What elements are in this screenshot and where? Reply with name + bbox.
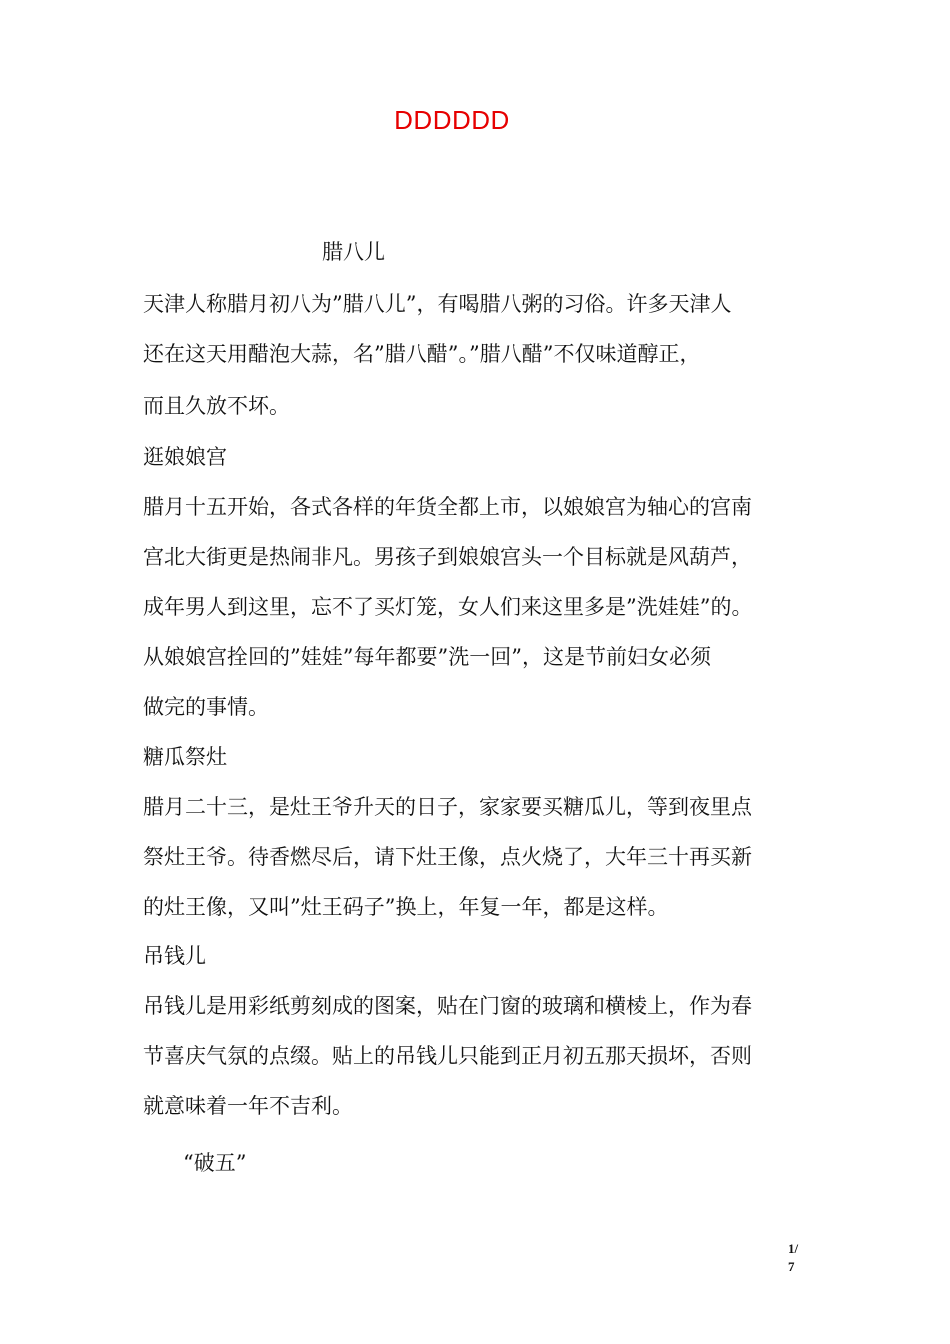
paragraph-line: 而且久放不坏。 [143,394,290,418]
page-number [788,1240,808,1276]
document-title: DDDDDD [394,105,510,135]
paragraph-line: 从娘娘宫拴回的”娃娃”每年都要”洗一回”，这是节前妇女必须 [143,645,711,669]
paragraph-line: 成年男人到这里，忘不了买灯笼，女人们来这里多是”洗娃娃”的。 [143,595,753,619]
section-heading: 腊八儿 [322,240,385,264]
page-number-total: 7 [788,1259,795,1274]
section-heading: 逛娘娘宫 [143,445,227,469]
paragraph-line: 节喜庆气氛的点缀。贴上的吊钱儿只能到正月初五那天损坏，否则 [143,1044,752,1068]
paragraph-line: 腊月十五开始，各式各样的年货全都上市，以娘娘宫为轴心的宫南 [143,495,752,519]
paragraph-line: 的灶王像，又叫”灶王码子”换上，年复一年，都是这样。 [143,895,669,919]
paragraph-line: 腊月二十三，是灶王爷升天的日子，家家要买糖瓜儿，等到夜里点 [143,795,752,819]
paragraph-line: 祭灶王爷。待香燃尽后，请下灶王像，点火烧了，大年三十再买新 [143,845,752,869]
paragraph-line: 做完的事情。 [143,695,269,719]
section-heading: 糖瓜祭灶 [143,745,227,769]
page-number-current: 1/ [788,1241,799,1256]
paragraph-line: 就意味着一年不吉利。 [143,1094,353,1118]
section-heading: “破五” [183,1151,247,1175]
paragraph-line: 天津人称腊月初八为”腊八儿”，有喝腊八粥的习俗。许多天津人 [143,292,732,316]
paragraph-line: 宫北大街更是热闹非凡。男孩子到娘娘宫头一个目标就是风葫芦， [143,545,752,569]
paragraph-line: 吊钱儿是用彩纸剪刻成的图案，贴在门窗的玻璃和横棱上，作为春 [143,994,752,1018]
section-heading: 吊钱儿 [143,944,206,968]
paragraph-line: 还在这天用醋泡大蒜，名”腊八醋”。”腊八醋”不仅味道醇正， [143,342,701,366]
